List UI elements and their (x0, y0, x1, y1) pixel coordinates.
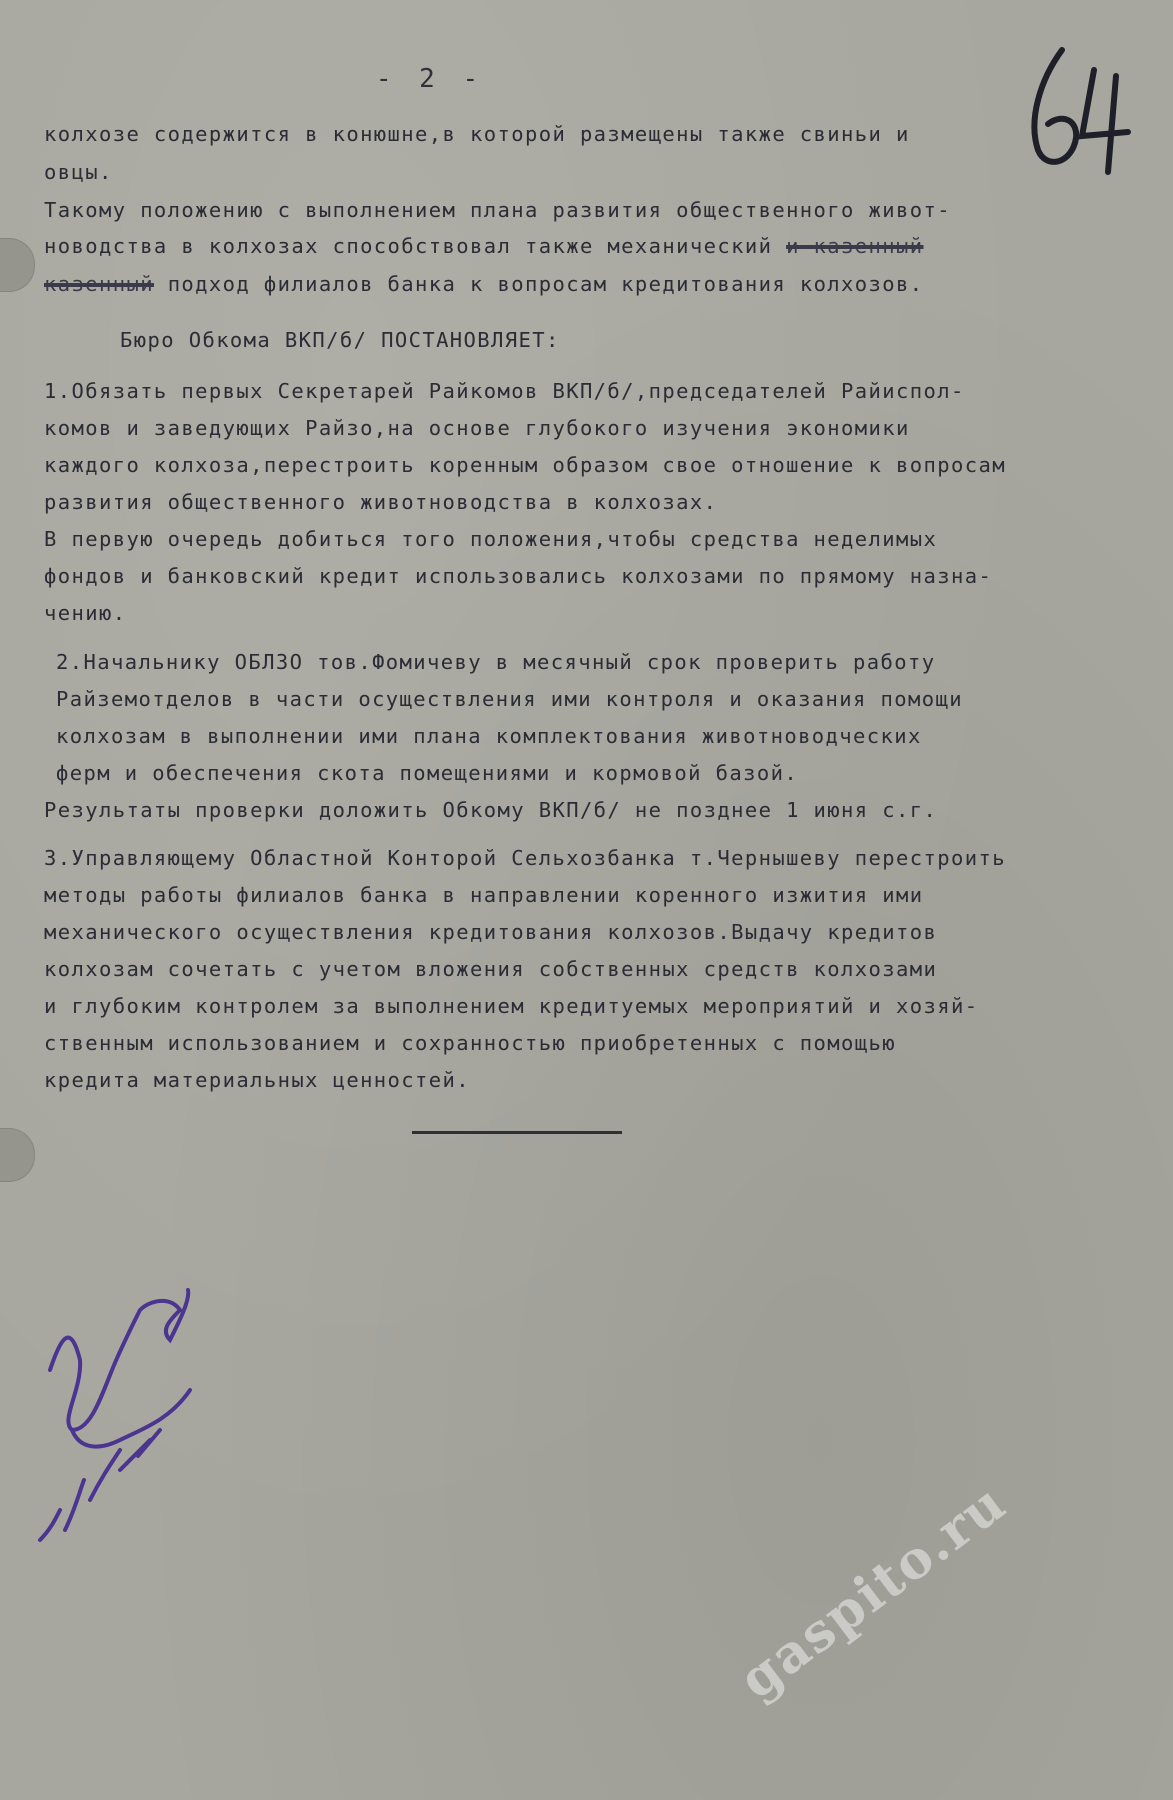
text-line (44, 274, 1164, 295)
text-line: и глубоким контролем за выполнением кредитуемых мероприятий и хозяй- (44, 994, 979, 1018)
text-line: колхозе содержится в конюшне,в которой размещены также свиньи и (44, 122, 910, 146)
text-fragment: подход филиалов банка к вопросам кредитования колхозов. (167, 272, 924, 296)
text-line: ственным использованием и сохранностью приобретенных с помощью (44, 1031, 897, 1055)
text-line: каждого колхоза,перестроить коренным образом свое отношение к вопросам (44, 453, 1006, 477)
punch-hole (0, 238, 35, 292)
text-line: Райземотделов в части осуществления ими контроля и оказания помощи (56, 687, 963, 711)
text-line: развития общественного животноводства в колхозах. (44, 490, 718, 514)
text-line: колхозам сочетать с учетом вложения собственных средств колхозами (44, 957, 938, 981)
struck-text: казенный (44, 272, 154, 296)
text-line: чению. (44, 601, 127, 625)
text-line: механического осуществления кредитования колхозов.Выдачу кредитов (44, 920, 938, 944)
page-number: - 2 - (375, 64, 485, 94)
struck-text: и казенный (786, 234, 924, 258)
text-line: В первую очередь добиться того положения,чтобы средства неделимых (44, 527, 938, 551)
watermark: gaspito.ru (728, 1471, 1018, 1711)
text-line: 2.Начальнику ОБЛЗО тов.Фомичеву в месячный срок проверить работу (56, 650, 936, 674)
text-line (44, 236, 1164, 257)
divider (412, 1131, 622, 1134)
text-line: методы работы филиалов банка в направлении коренного изжития ими (44, 883, 924, 907)
archive-number-handwritten (1020, 40, 1140, 180)
text-line: фондов и банковский кредит использовались колхозами по прямому назна- (44, 564, 993, 588)
text-line: кредита материальных ценностей. (44, 1068, 471, 1092)
text-line: Такому положению с выполнением плана развития общественного живот- (44, 198, 951, 222)
text-line: Результаты проверки доложить Обкому ВКП/б/ не позднее 1 июня с.г. (44, 798, 938, 822)
text-line: комов и заведующих Райзо,на основе глубокого изучения экономики (44, 416, 910, 440)
punch-hole (0, 1128, 35, 1182)
text-line: 3.Управляющему Областной Конторой Сельхозбанка т.Чернышеву перестроить (44, 846, 1006, 870)
text-fragment: новодства в колхозах способствовал также механический (44, 234, 773, 258)
text-line: ферм и обеспечения скота помещениями и кормовой базой. (56, 761, 799, 785)
handwritten-signature (20, 1280, 220, 1580)
text-line: колхозам в выполнении ими плана комплектования животноводческих (56, 724, 922, 748)
text-line: овцы. (44, 160, 113, 184)
resolution-heading: Бюро Обкома ВКП/б/ ПОСТАНОВЛЯЕТ: (120, 328, 560, 352)
text-line: 1.Обязать первых Секретарей Райкомов ВКП/б/,председателей Райиспол- (44, 379, 965, 403)
